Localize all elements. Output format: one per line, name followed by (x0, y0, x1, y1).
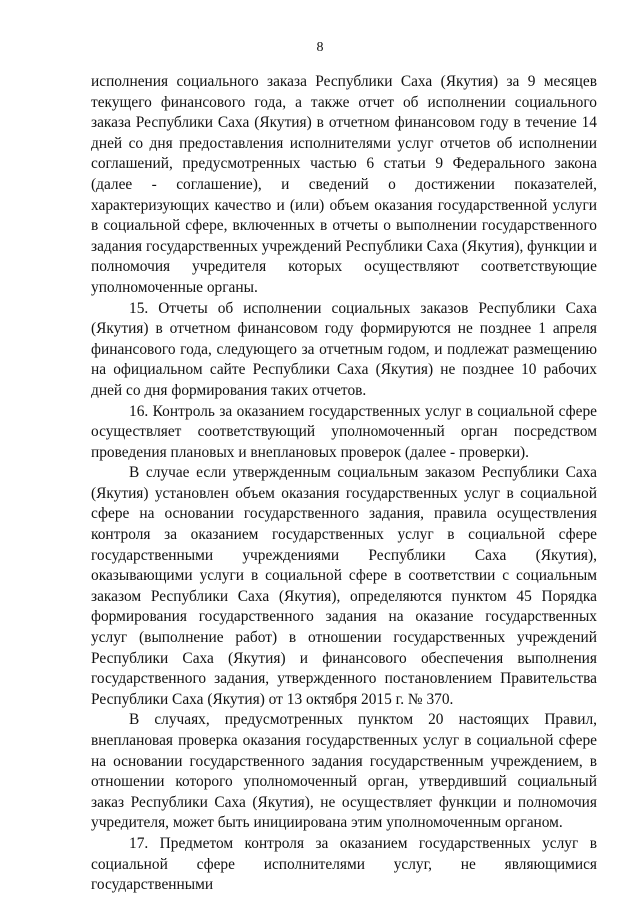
page-number: 8 (316, 40, 324, 55)
paragraph-15-reports: 15. Отчеты об исполнении социальных заказов Республики Саха (Якутия) в отчетном финансовом году формируются не позднее 1 апреля финансового года, следующего за отчетным годом, и подлежат размещению на официальном сайте Республики Саха (Якутия) не позднее 10 рабочих дней со дня формирования таких отчетов. (91, 299, 597, 399)
paragraph-17-subject: 17. Предметом контроля за оказанием государственных услуг в социальной сфере исполнителями услуг, не являющимися государственными (91, 834, 597, 894)
paragraph-16-control: 16. Контроль за оказанием государственных услуг в социальной сфере осуществляет соответствующий уполномоченный орган посредством проведения плановых и внеплановых проверок (далее - проверки). (91, 402, 597, 461)
paragraph-unscheduled-inspection: В случаях, предусмотренных пунктом 20 настоящих Правил, внеплановая проверка оказания государственных услуг в социальной сфере на основании государственного задания государственным учреждением, в отношении которого уполномоченный орган, утвердивший социальный заказ Республики Саха (Якутия), не осуществляет функции и полномочия учредителя, может быть инициирована этим уполномоченным органом. (91, 711, 597, 832)
paragraph-continuation: исполнения социального заказа Республики Саха (Якутия) за 9 месяцев текущего финансового года, а также отчет об исполнении социального заказа Республики Саха (Якутия) в отчетном финансовом году в течение 14 дней со дня предоставления исполнителями услуг отчетов об исполнении соглашений, предусмотренных частью 6 статьи 9 Федерального закона (далее - соглашение), и сведений о достижении показателей, характеризующих качество и (или) объем оказания государственной услуги в социальной сфере, включенных в отчеты о выполнении государственного задания государственных учреждений Республики Саха (Якутия), функции и полномочия учредителя которых осуществляют соответствующие уполномоченные органы. (91, 73, 597, 296)
document-body (91, 72, 597, 896)
paragraph-state-assignment: В случае если утвержденным социальным заказом Республики Саха (Якутия) установлен объем оказания государственных услуг в социальной сфере на основании государственного задания, правила осуществления контроля за оказанием государственных услуг в социальной сфере государственными учреждениями Республики Саха (Якутия), оказывающими услуги в социальной сфере в соответствии с социальным заказом Республики Саха (Якутия), определяются пунктом 45 Порядка формирования государственного задания на оказание государственных услуг (выполнение работ) в отношении государственных учреждений Республики Саха (Якутия) и финансового обеспечения выполнения государственного задания, утвержденного постановлением Правительства Республики Саха (Якутия) от 13 октября 2015 г. № 370. (91, 464, 597, 708)
